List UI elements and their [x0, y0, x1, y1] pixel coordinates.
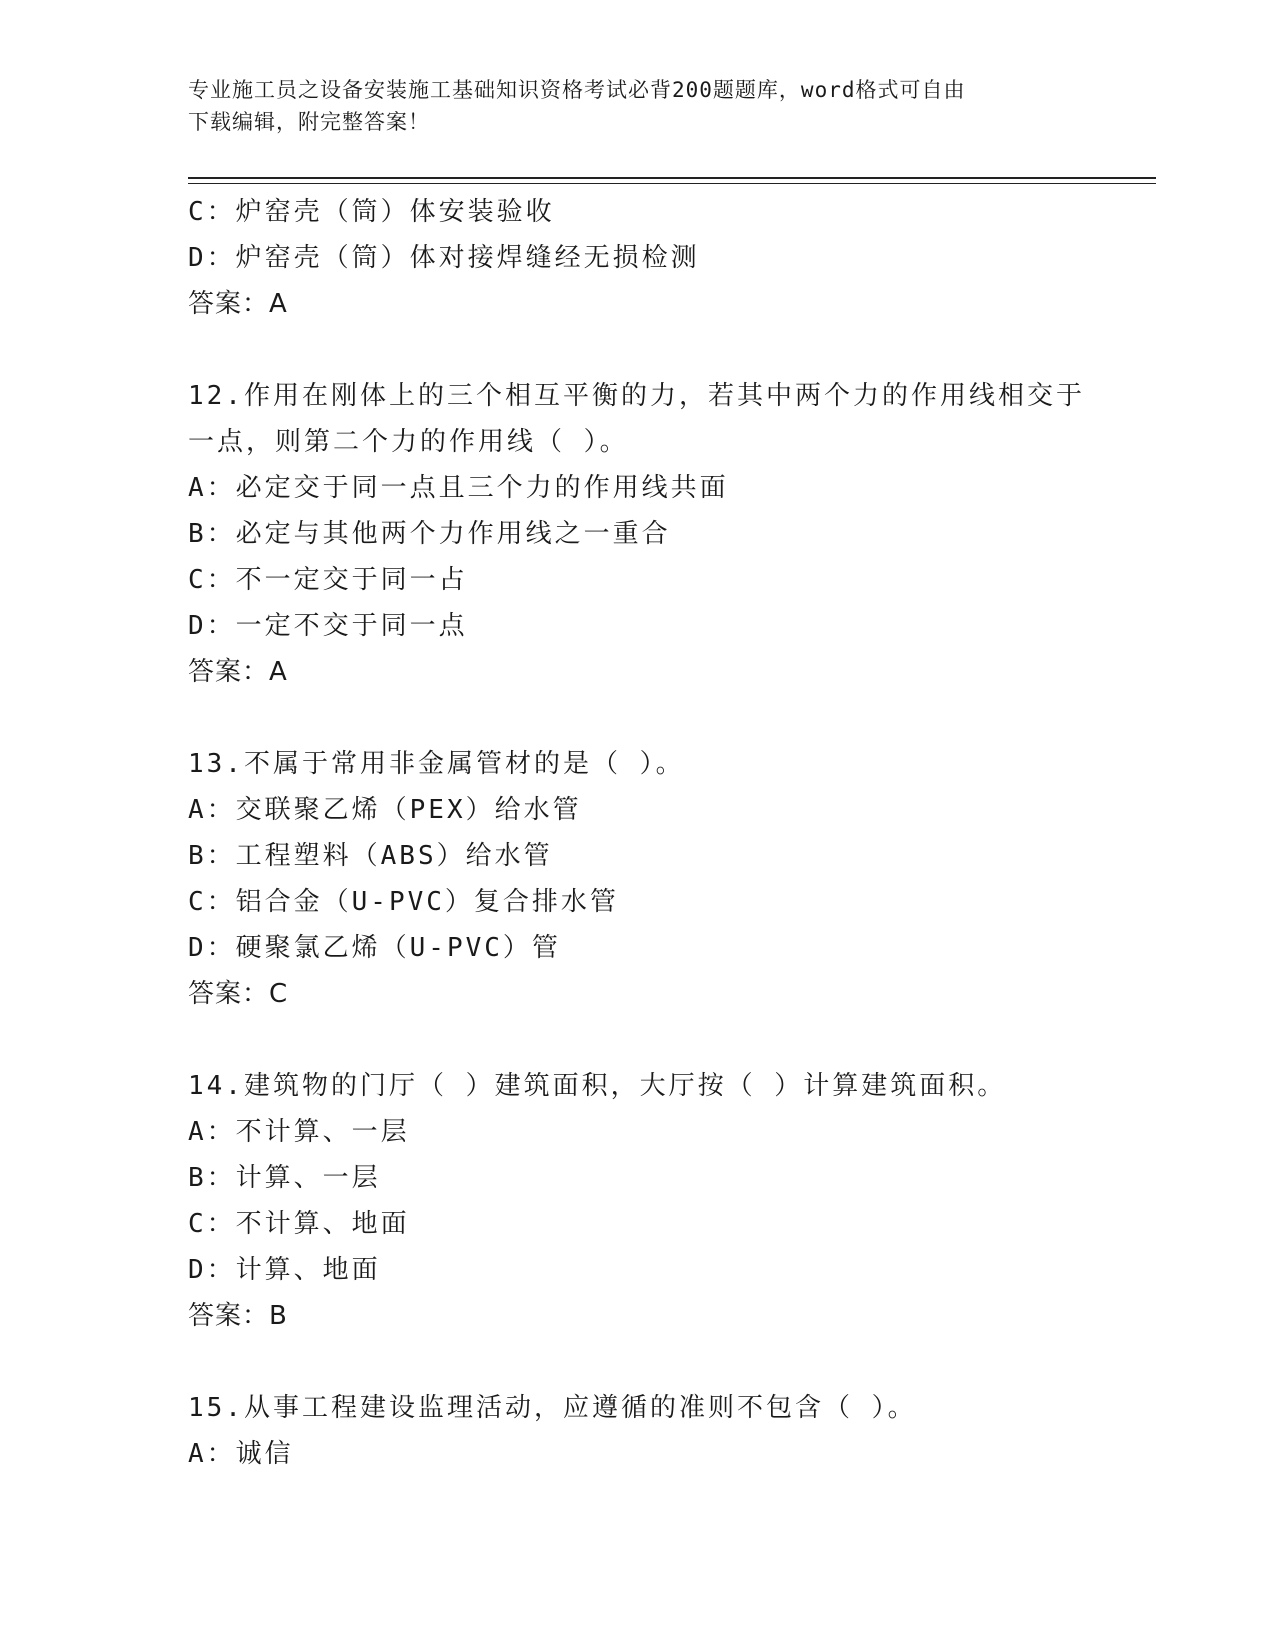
option-d: D：炉窑壳（筒）体对接焊缝经无损检测	[188, 243, 700, 273]
header-rule-thick	[188, 177, 1156, 179]
option-a: A：交联聚乙烯（PEX）给水管	[188, 795, 582, 825]
spacer	[188, 1017, 1156, 1063]
header-rule-thin	[188, 183, 1156, 184]
option-c: C：铝合金（U-PVC）复合排水管	[188, 887, 619, 917]
option-b: B：必定与其他两个力作用线之一重合	[188, 519, 671, 549]
answer-line: 答案：C	[188, 979, 289, 1009]
question-stem-line-2: 一点，则第二个力的作用线（ ）。	[188, 427, 629, 457]
option-b: B：计算、一层	[188, 1163, 381, 1193]
option-d: D：计算、地面	[188, 1255, 381, 1285]
answer-line: 答案：A	[188, 289, 288, 319]
option-c: C：炉窑壳（筒）体安装验收	[188, 197, 555, 227]
answer-line: 答案：A	[188, 657, 288, 687]
option-a: A：诚信	[188, 1439, 294, 1469]
question-stem-line-1: 13.不属于常用非金属管材的是（ ）。	[188, 749, 685, 779]
question-block-14	[188, 1063, 1156, 1339]
option-c: C：不计算、地面	[188, 1209, 410, 1239]
document-header	[188, 74, 1088, 138]
question-stem-line-1: 14.建筑物的门厅（ ）建筑面积，大厅按（ ）计算建筑面积。	[188, 1071, 1007, 1101]
option-d: D：一定不交于同一点	[188, 611, 468, 641]
question-block-13	[188, 741, 1156, 1017]
question-block-15	[188, 1385, 1156, 1477]
option-a: A：必定交于同一点且三个力的作用线共面	[188, 473, 729, 503]
spacer	[188, 1339, 1156, 1385]
question-block-12	[188, 373, 1156, 695]
option-d: D：硬聚氯乙烯（U-PVC）管	[188, 933, 561, 963]
option-b: B：工程塑料（ABS）给水管	[188, 841, 553, 871]
question-stem-line-1: 12.作用在刚体上的三个相互平衡的力，若其中两个力的作用线相交于	[188, 381, 1085, 411]
header-title-line-1: 专业施工员之设备安装施工基础知识资格考试必背200题题库，word格式可自由	[188, 78, 966, 102]
header-title-line-2: 下载编辑，附完整答案！	[188, 110, 430, 134]
spacer	[188, 695, 1156, 741]
question-block-continued	[188, 189, 1156, 327]
answer-line: 答案：B	[188, 1301, 288, 1331]
option-a: A：不计算、一层	[188, 1117, 410, 1147]
option-c: C：不一定交于同一占	[188, 565, 468, 595]
question-stem-line-1: 15.从事工程建设监理活动，应遵循的准则不包含（ ）。	[188, 1393, 917, 1423]
question-list	[188, 189, 1156, 1477]
spacer	[188, 327, 1156, 373]
